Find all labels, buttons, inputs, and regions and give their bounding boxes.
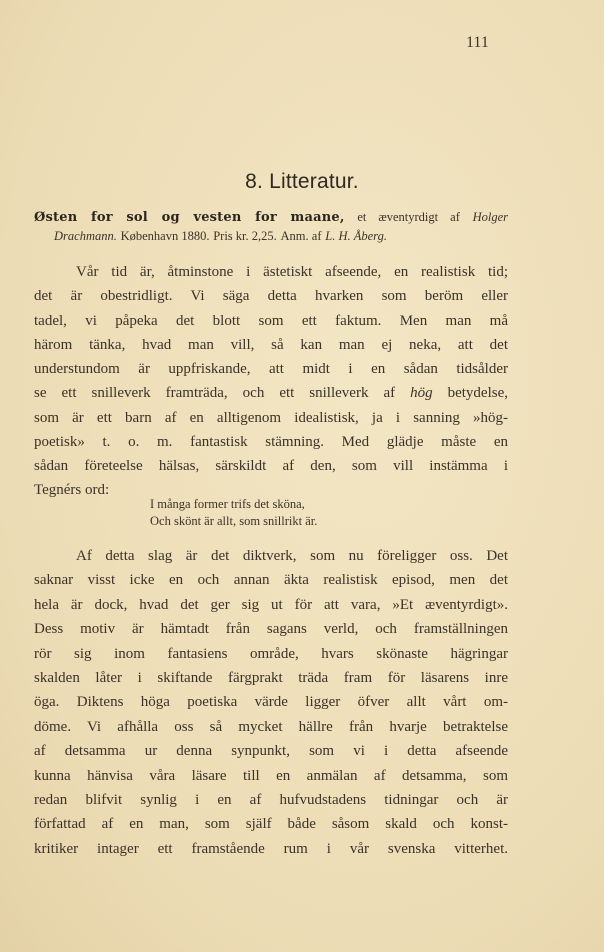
text-line: redan blifvit synlig i en af hufvudstadens tidningar och är (34, 792, 508, 809)
text-line: hela är dock, hvad det ger sig ut för att vara, »Et æventyrdigt». (34, 596, 508, 613)
text-line: Dess motiv är hämtadt från sagans verld, och framställningen (34, 621, 508, 638)
reviewer-name: L. H. Åberg. (325, 229, 387, 243)
text-line: skalden låter i skiftande färgprakt träda fram för läsarens inre (34, 670, 508, 687)
quote-line: I många former trifs det sköna, (150, 497, 305, 511)
poem-quote (150, 496, 317, 530)
book-entry-heading (34, 208, 508, 246)
text-line: sådan företeelse hälsas, särskildt af den, som vill instämma i (34, 458, 508, 474)
text-line (34, 381, 508, 405)
text-segment: se ett snilleverk framträda, och ett snilleverk af (34, 385, 411, 402)
text-line: understundom är uppfriskande, att midt i en sådan tidsålder (34, 361, 508, 377)
text-segment: betydelse, (432, 385, 508, 402)
chapter-title: 8. Litteratur. (245, 170, 359, 193)
text-line: författad af en man, som själf både såsom skald och konst- (34, 816, 508, 833)
author-first-name: Holger (472, 210, 509, 224)
text-line: rör sig inom fantasiens område, hvars skönaste hägringar (34, 645, 508, 662)
page-number: 111 (466, 34, 489, 51)
text-line: som är ett barn af en alltigenom idealistisk, ja i sanning »hög- (34, 409, 508, 426)
text-line: kritiker intager ett framstående rum i vår svenska vitterhet. (34, 840, 508, 857)
paragraph-2 (34, 544, 508, 861)
text-line: poetisk» t. o. m. fantastisk stämning. Med glädje måste en (34, 433, 508, 450)
quote-line: Och skönt är allt, som snillrikt är. (150, 514, 318, 528)
text-line: kunna hänvisa våra läsare till en anmälan af detsamma, som (34, 767, 508, 784)
book-title: Østen for sol og vesten for maane, (34, 210, 345, 225)
book-price: Pris kr. 2,25. (213, 229, 277, 243)
author-last-name: Drachmann. (54, 229, 117, 243)
text-line: tadel, vi påpeka det blott som ett faktum. Men man må (34, 312, 508, 329)
text-line: af detsamma ur denna synpunkt, som vi i detta afseende (34, 743, 508, 760)
book-description: et æventyrdigt af (357, 210, 460, 224)
text-line: det är obestridligt. Vi säga detta hvarken som beröm eller (34, 288, 508, 305)
text-line: härom tänka, hvad man vill, så kan man ej neka, att det (34, 336, 508, 353)
paragraph-1 (34, 260, 508, 503)
text-line: saknar visst icke en och annan äkta realistisk episod, men det (34, 572, 508, 589)
text-line: öga. Diktens höga poetiska värde ligger öfver allt vårt om- (34, 694, 508, 711)
emphasized-word: hög (410, 385, 433, 402)
entry-line-2 (34, 227, 508, 246)
text-line: Tegnérs ord: (34, 482, 110, 499)
review-prefix: Anm. af (280, 229, 322, 243)
text-line: döme. Vi afhålla oss så mycket hällre från hvarje betraktelse (34, 718, 508, 735)
entry-line-1 (34, 208, 508, 227)
publication-place-year: København 1880. (120, 229, 210, 243)
text-line: Vår tid är, åtminstone i ästetiskt afseende, en realistisk tid; (76, 264, 508, 280)
text-line: Af detta slag är det diktverk, som nu föreligger oss. Det (76, 548, 508, 564)
